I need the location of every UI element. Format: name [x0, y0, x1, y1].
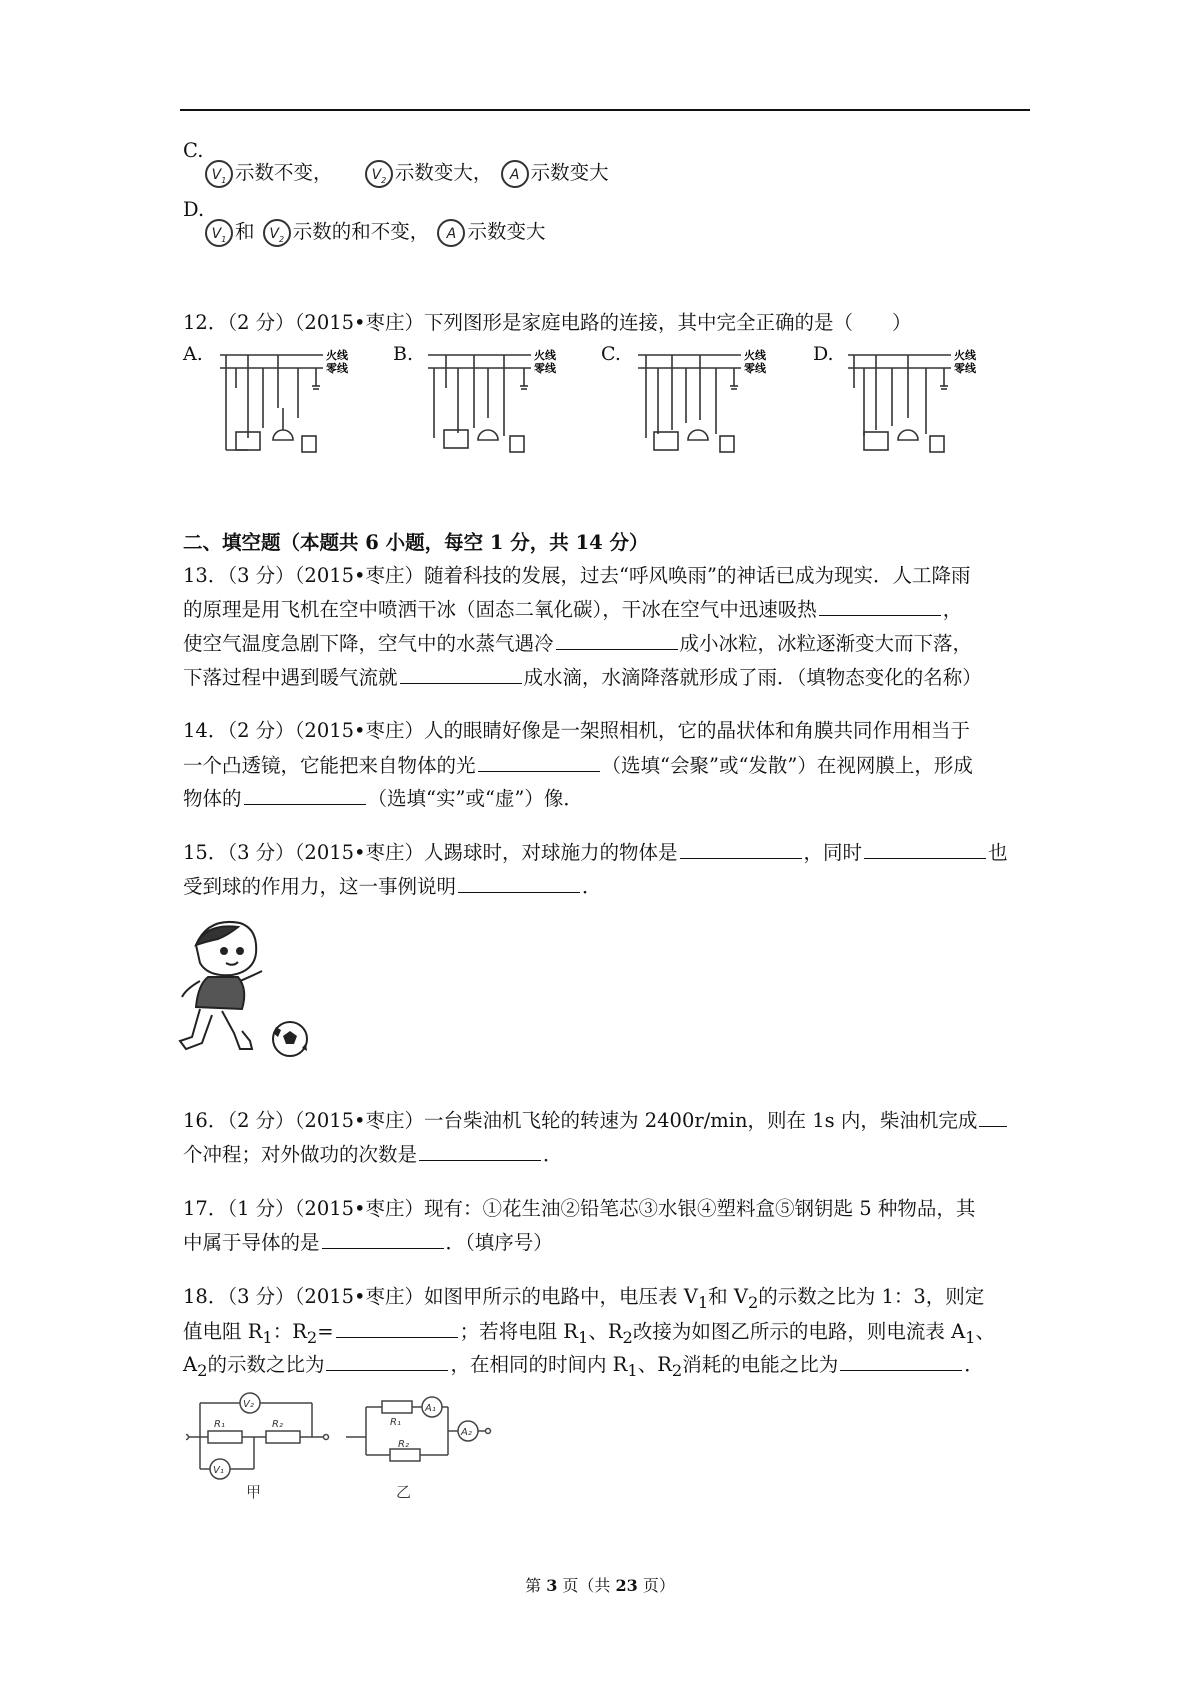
q12-option-b: B.	[393, 343, 414, 365]
q13-line-4: 下落过程中遇到暖气流就 成水滴，水滴降落就形成了雨．（填物态变化的名称）	[183, 661, 982, 694]
page-footer: 第 3 页（共 23 页）	[525, 1576, 675, 1595]
svg-text:R₂: R₂	[272, 1419, 283, 1430]
answer-blank	[680, 836, 802, 859]
svg-text:A₁: A₁	[425, 1403, 436, 1414]
ammeter-icon: A	[437, 219, 465, 247]
figure-label-jia: 甲	[246, 1483, 262, 1501]
answer-blank	[336, 1315, 458, 1338]
boy-kicking-ball-illustration	[178, 915, 318, 1069]
answer-blank	[419, 1138, 541, 1161]
q17-line-2: 中属于导体的是 ．（填序号）	[183, 1226, 553, 1259]
option-c-label: C.	[183, 139, 204, 162]
answer-blank	[556, 627, 678, 650]
resistor-r2	[390, 1449, 420, 1461]
voltmeter-v1-icon: $V_1$	[205, 219, 233, 247]
q18-line-2: 值电阻 $R_1$：$R_2=$ ；若将电阻 $R_1$、$R_2$改接为如图乙所示的电路，则电流表 $A_1$、	[183, 1315, 995, 1354]
voltmeter-v1-icon: $V_1$	[205, 160, 233, 188]
q14-line-3: 物体的 （选填“实”或“虚”）像．	[183, 782, 583, 815]
q17-line-1: 17．（1 分）（2015•枣庄）现有：①花生油②铅笔芯③水银④塑料盒⑤钢钥匙 5 种物品，其	[183, 1197, 976, 1220]
svg-text:零线: 零线	[534, 362, 556, 375]
q15-line-2: 受到球的作用力，这一事例说明 ．	[183, 870, 602, 903]
voltmeter-v2-icon: $V_2$	[263, 219, 291, 247]
q14-line-2: 一个凸透镜，它能把来自物体的光 （选填“会聚”或“发散”）在视网膜上，形成	[183, 749, 973, 782]
q12-circuit-c	[636, 348, 806, 454]
svg-text:A₂: A₂	[461, 1427, 472, 1438]
svg-text:零线: 零线	[954, 362, 976, 375]
q13-line-2: 的原理是用飞机在空中喷洒干冰（固态二氧化碳），干冰在空气中迅速吸热 ，	[183, 593, 962, 626]
q13-line-3: 使空气温度急剧下降，空气中的水蒸气遇冷 成小冰粒，冰粒逐渐变大而下落，	[183, 627, 972, 660]
svg-text:火线: 火线	[744, 349, 766, 362]
q14-line-1: 14．（2 分）（2015•枣庄）人的眼睛好像是一架照相机，它的晶状体和角膜共同作用相当于	[183, 719, 971, 742]
q12-option-c: C.	[601, 343, 621, 365]
q12-option-d: D.	[813, 343, 834, 365]
svg-text:V₁: V₁	[213, 1465, 224, 1476]
svg-text:R₂: R₂	[398, 1439, 409, 1450]
neutral-wire-label: 零线	[326, 362, 348, 375]
q12-circuit-b	[426, 348, 596, 454]
svg-text:零线: 零线	[744, 362, 766, 375]
q16-line-1: 16．（2 分）（2015•枣庄）一台柴油机飞轮的转速为 2400r/min，则在 1s 内，柴油机完成	[183, 1104, 1009, 1137]
ammeter-icon: A	[501, 160, 529, 188]
option-d-label: D.	[183, 198, 205, 221]
page-number: 3	[546, 1576, 558, 1595]
answer-blank	[979, 1104, 1007, 1127]
answer-blank	[819, 593, 941, 616]
q12-option-a: A.	[183, 343, 203, 365]
answer-blank	[478, 749, 600, 772]
figure-label-yi: 乙	[396, 1483, 412, 1501]
svg-text:火线: 火线	[954, 349, 976, 362]
svg-text:V₂: V₂	[243, 1399, 254, 1410]
q12-circuit-d	[846, 348, 1016, 454]
svg-text:R₁: R₁	[214, 1419, 225, 1430]
answer-blank	[322, 1226, 444, 1249]
answer-blank	[400, 661, 522, 684]
svg-text:R₁: R₁	[390, 1417, 401, 1428]
option-d-text: $V_1$ 和 $V_2$ 示数的和不变， A 示数变大	[203, 216, 545, 248]
q18-line-3: $A_2$的示数之比为 ，在相同的时间内 $R_1$、$R_2$消耗的电能之比为 ．	[183, 1348, 984, 1387]
q18-circuit-diagrams	[186, 1385, 526, 1509]
answer-blank	[840, 1348, 962, 1371]
header-rule	[180, 109, 1030, 111]
q12-circuit-a	[218, 348, 388, 454]
resistor-r2	[266, 1431, 300, 1443]
answer-blank	[458, 870, 580, 893]
q12-stem: 12．（2 分）（2015•枣庄）下列图形是家庭电路的连接，其中完全正确的是（ ）	[183, 311, 912, 334]
q16-line-2: 个冲程；对外做功的次数是 ．	[183, 1138, 563, 1171]
q15-line-1: 15．（3 分）（2015•枣庄）人踢球时，对球施力的物体是 ，同时 也	[183, 836, 1008, 869]
q13-line-1: 13．（3 分）（2015•枣庄）随着科技的发展，过去“呼风唤雨”的神话已成为现实．人工降雨	[183, 564, 971, 587]
resistor-r1	[208, 1431, 242, 1443]
resistor-r1	[382, 1401, 412, 1413]
live-wire-label: 火线	[326, 349, 348, 362]
q18-line-1: 18．（3 分）（2015•枣庄）如图甲所示的电路中，电压表 $V_1$和 $V_2$的示数之比为 1：3，则定	[183, 1285, 985, 1312]
answer-blank	[864, 836, 986, 859]
voltmeter-v2-icon: $V_2$	[365, 160, 393, 188]
answer-blank	[244, 782, 366, 805]
section-heading: 二、填空题（本题共 6 小题，每空 1 分，共 14 分）	[183, 531, 649, 554]
answer-blank	[326, 1348, 448, 1371]
option-c-text: $V_1$ 示数不变， $V_2$ 示数变大， A 示数变大	[203, 157, 609, 189]
total-pages: 23	[615, 1576, 638, 1595]
svg-text:火线: 火线	[534, 349, 556, 362]
